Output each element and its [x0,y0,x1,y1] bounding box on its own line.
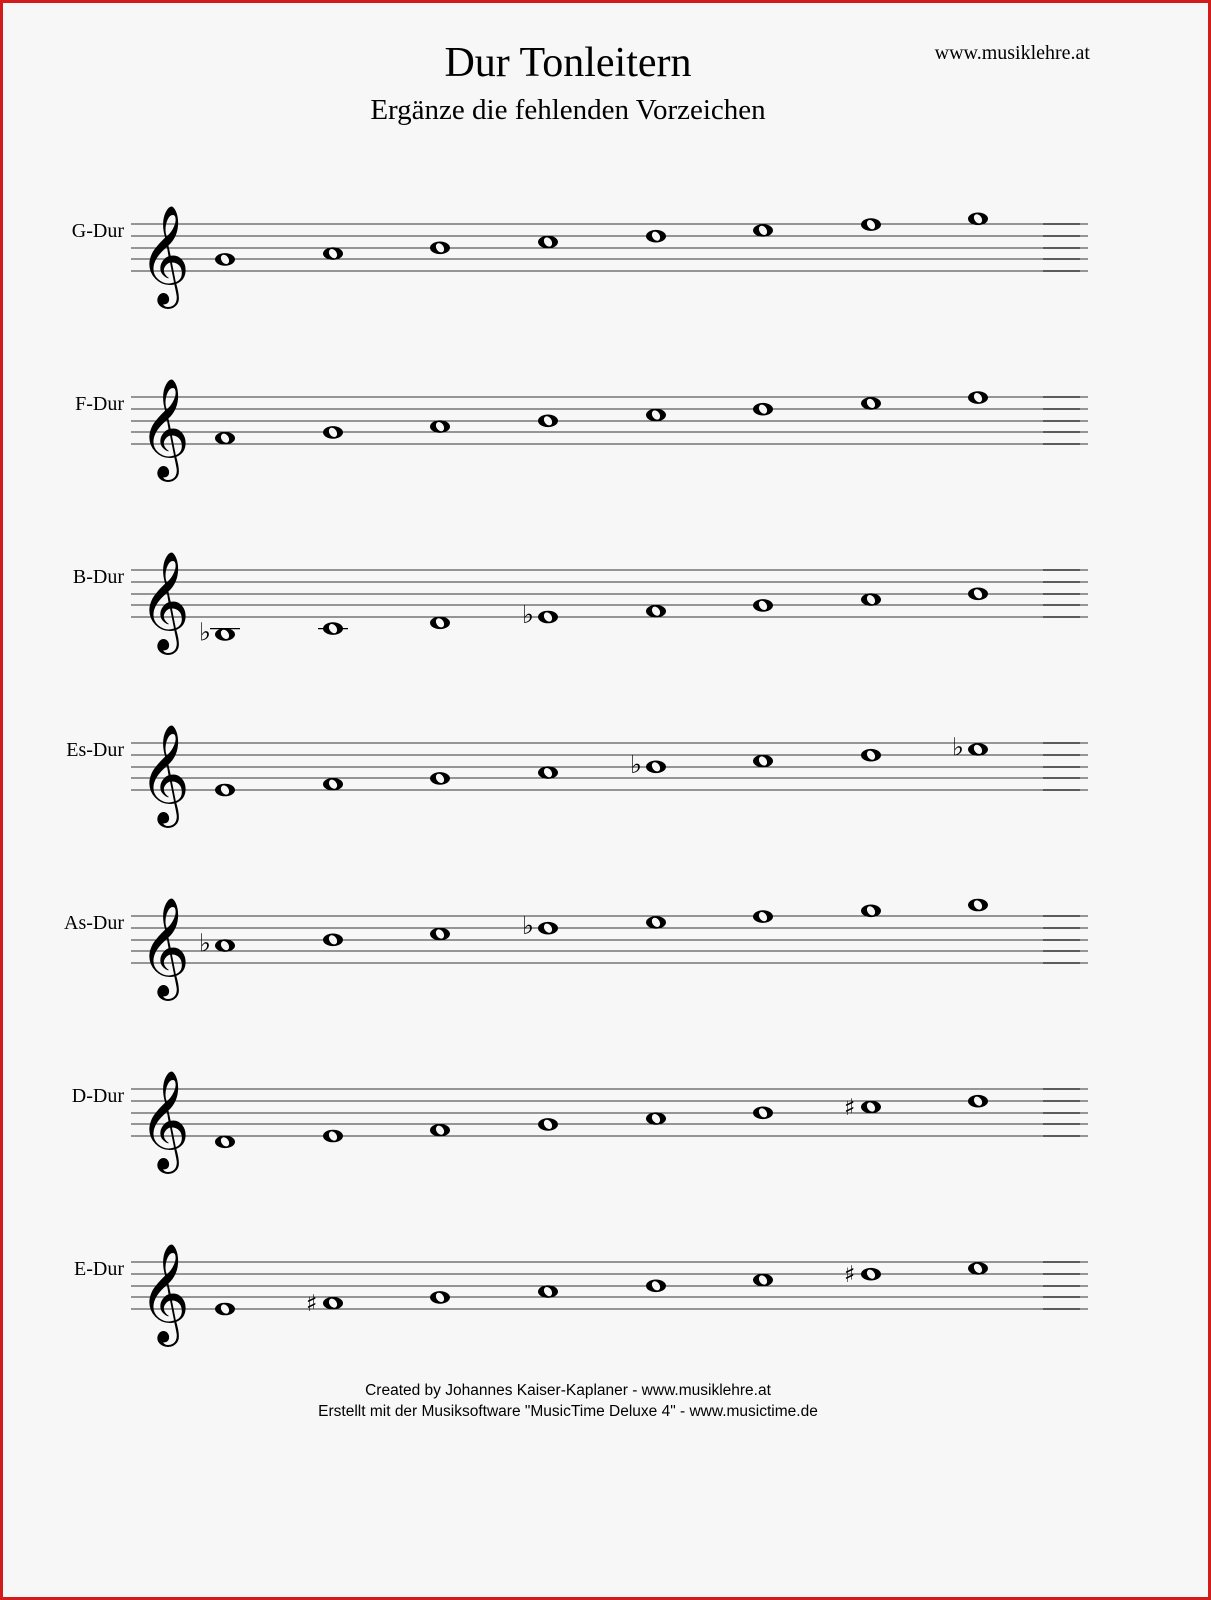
sharp-sign-icon: ♯ [844,1262,856,1289]
treble-clef-icon: 𝄞 [139,378,190,478]
whole-note-icon [323,934,343,947]
whole-note-icon [538,766,558,779]
sharp-sign-icon: ♯ [844,1095,856,1121]
whole-note-icon [753,1107,773,1120]
staff-row [3,526,1211,656]
footer-software: Erstellt mit der Musiksoftware "MusicTime Deluxe 4" - www.musictime.de [318,1403,818,1420]
staff [3,699,1211,829]
whole-note-icon [323,426,343,439]
flat-sign-icon: ♭ [199,928,211,958]
treble-clef-icon: 𝄞 [139,724,190,824]
whole-note-icon [215,432,235,445]
whole-note-icon [323,1130,343,1143]
whole-note-icon [215,784,235,797]
whole-note-icon [538,1118,558,1131]
whole-note-icon [861,749,881,762]
whole-note-icon [844,1095,881,1121]
whole-note-icon [753,403,773,416]
whole-note-icon [215,253,235,266]
flat-sign-icon: ♭ [199,617,211,647]
scale-label: B-Dur [72,566,124,588]
whole-note-icon [430,928,450,941]
whole-note-icon [646,1280,666,1293]
whole-note-icon [753,910,773,923]
whole-note-icon [323,778,343,791]
whole-note-icon [522,600,558,629]
whole-note-icon [215,1303,235,1316]
whole-note-icon [968,391,988,404]
whole-note-icon [861,593,881,606]
flat-sign-icon: ♭ [952,732,964,762]
whole-note-icon [630,750,666,779]
staff [3,180,1211,310]
whole-note-icon [861,397,881,410]
staff [3,872,1211,1002]
whole-note-icon [968,1095,988,1108]
whole-note-icon [430,420,450,433]
staff-row [3,699,1211,829]
sharp-sign-icon: ♯ [306,1291,318,1318]
whole-note-icon [753,1274,773,1287]
whole-note-icon [646,605,666,618]
whole-note-icon [844,1262,881,1288]
scale-label: F-Dur [75,393,124,415]
whole-note-icon [199,929,235,958]
whole-note-icon [646,916,666,929]
whole-note-icon [323,247,343,260]
treble-clef-icon: 𝄞 [139,551,190,651]
whole-note-icon [430,242,450,255]
staff-row [3,1045,1211,1175]
whole-note-icon [861,218,881,231]
scale-label: D-Dur [71,1085,124,1107]
flat-sign-icon: ♭ [522,911,534,941]
page-title: Dur Tonleitern [444,40,692,86]
flat-sign-icon: ♭ [522,600,534,629]
whole-note-icon [538,415,558,428]
whole-note-icon [318,622,348,635]
whole-note-icon [968,588,988,601]
staff-row [3,1218,1211,1348]
whole-note-icon [646,409,666,422]
footer-credit: Created by Johannes Kaiser-Kaplaner - www.musiklehre.at [365,1382,771,1399]
staff [3,1045,1211,1175]
whole-note-icon [968,213,988,226]
staff [3,353,1211,483]
treble-clef-icon: 𝄞 [139,897,190,997]
whole-note-icon [430,772,450,785]
staff-row [3,180,1211,310]
staff [3,1218,1211,1348]
whole-note-icon [968,1262,988,1275]
scale-label: Es-Dur [66,739,124,761]
page-subtitle: Ergänze die fehlenden Vorzeichen [370,94,766,126]
whole-note-icon [430,617,450,630]
whole-note-icon [753,755,773,768]
whole-note-icon [753,224,773,237]
staff-row [3,353,1211,483]
flat-sign-icon: ♭ [630,749,642,779]
whole-note-icon [861,905,881,918]
whole-note-icon [646,230,666,243]
whole-note-icon [753,599,773,612]
treble-clef-icon: 𝄞 [139,205,190,305]
treble-clef-icon: 𝄞 [139,1070,190,1170]
whole-note-icon [538,236,558,249]
whole-note-icon [538,1285,558,1298]
staff [3,526,1211,656]
staff-row [3,872,1211,1002]
whole-note-icon [968,899,988,912]
whole-note-icon [215,1136,235,1149]
whole-note-icon [199,617,240,646]
whole-note-icon [646,1112,666,1125]
whole-note-icon [430,1124,450,1137]
footer [3,1380,1133,1422]
website-header: www.musiklehre.at [934,42,1090,64]
scale-label: E-Dur [74,1258,124,1280]
whole-note-icon [952,732,988,761]
scale-label: G-Dur [71,220,124,242]
whole-note-icon [306,1291,343,1317]
treble-clef-icon: 𝄞 [139,1243,190,1343]
whole-note-icon [430,1291,450,1304]
scale-label: As-Dur [64,912,124,934]
